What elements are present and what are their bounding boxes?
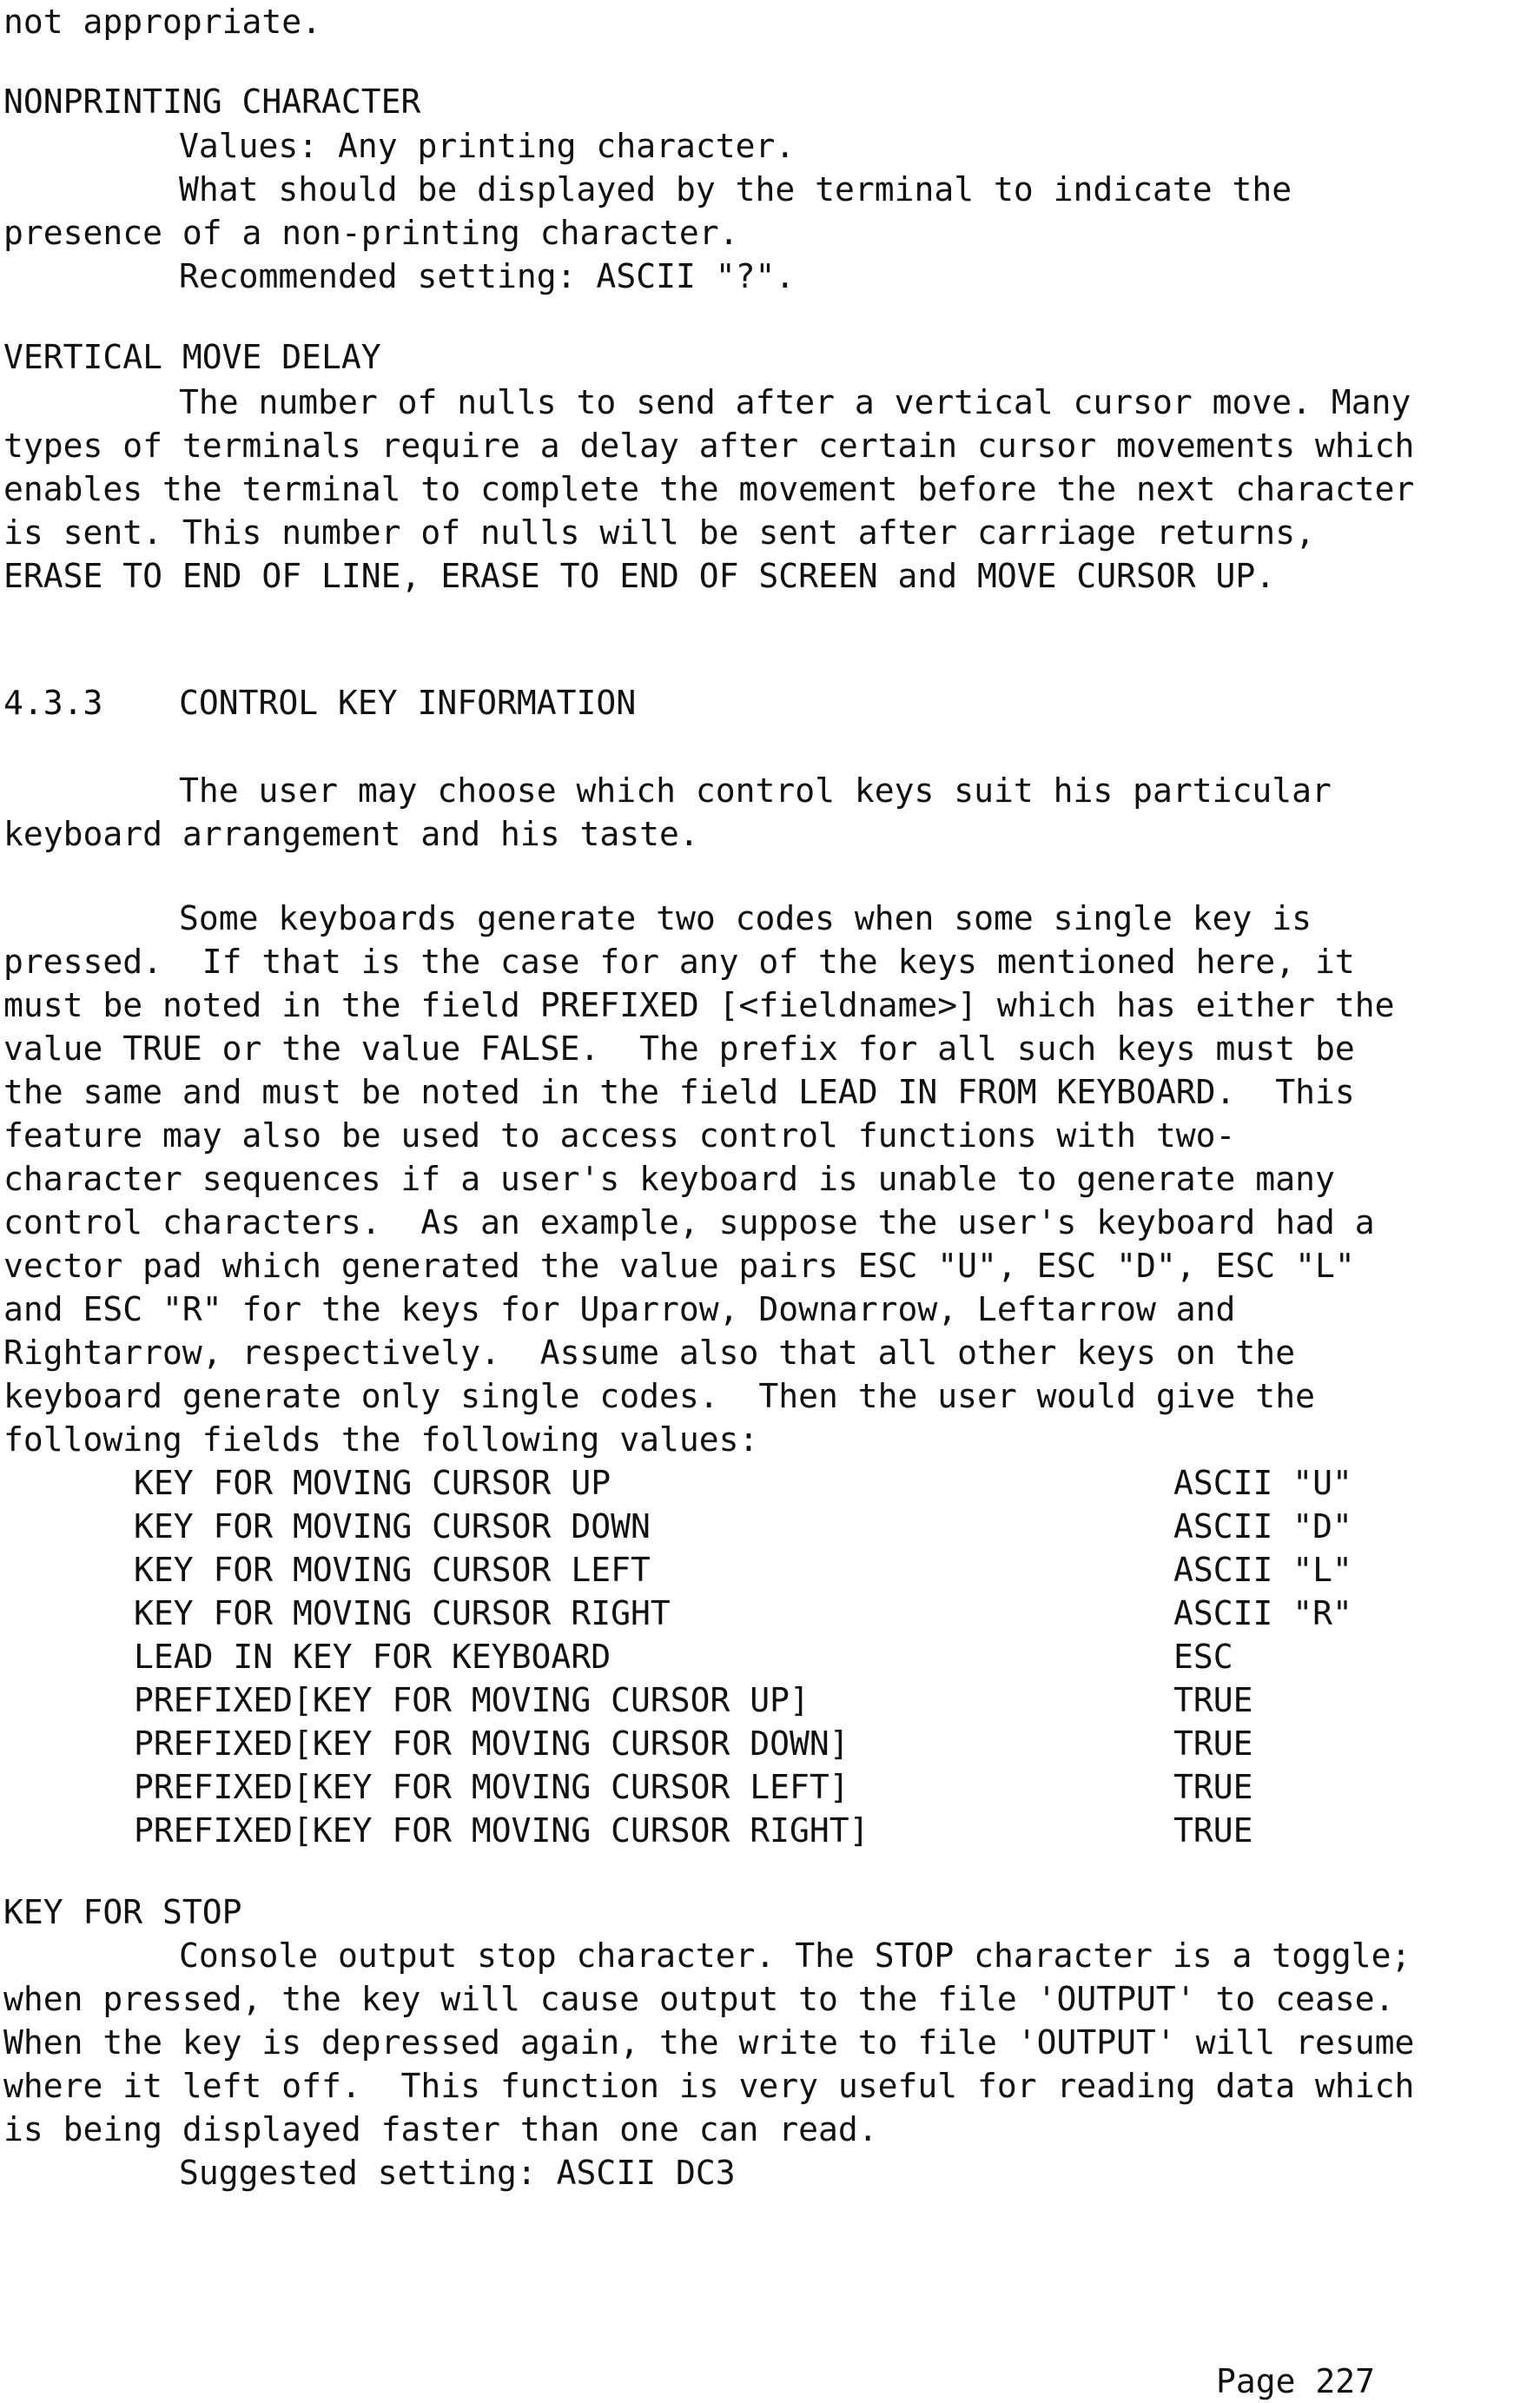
paragraph-line: vector pad which generated the value pairs ESC "U", ESC "D", ESC "L" [3,1247,1355,1285]
table-value: TRUE [1173,1811,1253,1850]
table-field: PREFIXED[KEY FOR MOVING CURSOR UP] [134,1681,810,1719]
nonprinting-recommended: Recommended setting: ASCII "?". [179,257,796,295]
key-stop-line: is being displayed faster than one can read. [3,2110,878,2148]
key-stop-line: When the key is depressed again, the write to file 'OUTPUT' will resume [3,2023,1415,2062]
paragraph-line: value TRUE or the value FALSE. The prefix for all such keys must be [3,1029,1355,1068]
table-value: ASCII "R" [1173,1594,1352,1632]
nonprinting-heading: NONPRINTING CHARACTER [3,83,421,121]
vertical-delay-line: ERASE TO END OF LINE, ERASE TO END OF SCREEN and MOVE CURSOR UP. [3,557,1276,595]
table-value: ESC [1173,1638,1233,1676]
paragraph-line: must be noted in the field PREFIXED [<fieldname>] which has either the [3,986,1395,1024]
table-value: ASCII "U" [1173,1464,1352,1502]
paragraph-line: pressed. If that is the case for any of the keys mentioned here, it [3,943,1355,981]
table-value: ASCII "L" [1173,1551,1352,1589]
paragraph-line: feature may also be used to access control functions with two- [3,1116,1236,1155]
vertical-delay-line: enables the terminal to complete the movement before the next character [3,470,1415,508]
key-stop-line: where it left off. This function is very useful for reading data which [3,2067,1415,2105]
vertical-delay-line: The number of nulls to send after a vertical cursor move. Many [179,383,1411,421]
paragraph-line: the same and must be noted in the field LEAD IN FROM KEYBOARD. This [3,1073,1355,1111]
paragraph-line: keyboard arrangement and his taste. [3,815,699,853]
paragraph-line: Rightarrow, respectively. Assume also that all other keys on the [3,1334,1296,1372]
table-field: PREFIXED[KEY FOR MOVING CURSOR LEFT] [134,1768,849,1806]
paragraph-line: control characters. As an example, suppose the user's keyboard had a [3,1203,1375,1241]
table-field: KEY FOR MOVING CURSOR RIGHT [134,1594,671,1632]
key-stop-heading: KEY FOR STOP [3,1893,242,1931]
page-number: Page 227 [1216,2362,1376,2400]
table-value: TRUE [1173,1681,1253,1719]
section-number: 4.3.3 [3,684,103,722]
table-value: ASCII "D" [1173,1507,1352,1546]
key-stop-line: Console output stop character. The STOP character is a toggle; [179,1936,1411,1975]
key-stop-suggested: Suggested setting: ASCII DC3 [179,2154,736,2192]
nonprinting-desc-line-2: presence of a non-printing character. [3,214,739,252]
table-field: PREFIXED[KEY FOR MOVING CURSOR DOWN] [134,1724,849,1763]
table-field: LEAD IN KEY FOR KEYBOARD [134,1638,611,1676]
paragraph-line: character sequences if a user's keyboard is unable to generate many [3,1160,1335,1198]
section-title: CONTROL KEY INFORMATION [179,684,637,722]
table-value: TRUE [1173,1724,1253,1763]
paragraph-line: Some keyboards generate two codes when some single key is [179,899,1312,937]
table-field: KEY FOR MOVING CURSOR LEFT [134,1551,651,1589]
paragraph-line: and ESC "R" for the keys for Uparrow, Downarrow, Leftarrow and [3,1290,1236,1328]
nonprinting-desc-line-1: What should be displayed by the terminal to indicate the [179,170,1292,209]
table-field: KEY FOR MOVING CURSOR DOWN [134,1507,651,1546]
vertical-delay-line: is sent. This number of nulls will be sent after carriage returns, [3,513,1315,552]
paragraph-line: keyboard generate only single codes. Then the user would give the [3,1377,1315,1415]
key-stop-line: when pressed, the key will cause output to the file 'OUTPUT' to cease. [3,1980,1395,2018]
table-value: TRUE [1173,1768,1253,1806]
table-field: PREFIXED[KEY FOR MOVING CURSOR RIGHT] [134,1811,869,1850]
intro-line: not appropriate. [3,3,322,41]
vertical-delay-heading: VERTICAL MOVE DELAY [3,338,381,376]
table-field: KEY FOR MOVING CURSOR UP [134,1464,611,1502]
vertical-delay-line: types of terminals require a delay after certain cursor movements which [3,427,1415,465]
nonprinting-values: Values: Any printing character. [179,127,796,165]
paragraph-line: The user may choose which control keys suit his particular [179,771,1332,810]
paragraph-line: following fields the following values: [3,1420,759,1459]
